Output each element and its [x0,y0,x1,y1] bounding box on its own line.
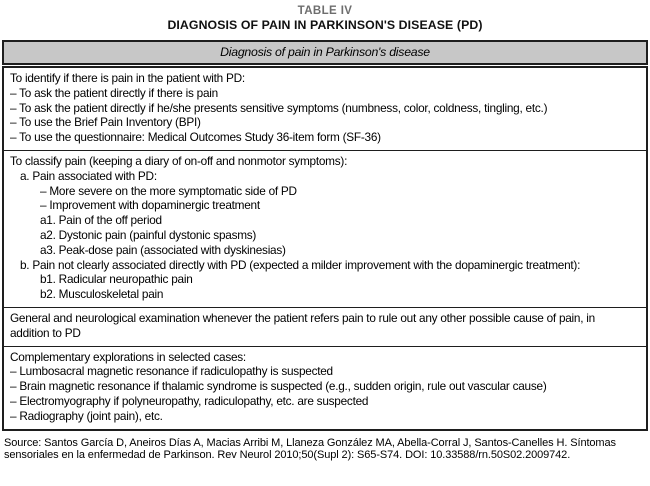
table-body [2,66,648,431]
section-classify-pain [4,151,646,308]
table [2,40,648,431]
table-line: – Electromyography if polyneuropathy, radiculopathy, etc. are suspected [10,393,369,408]
table-line: General and neurological examination whenever the patient refers pain to rule out any other possible cause of pain, in addition to PD [10,310,595,340]
section-identify-pain [4,68,646,151]
table-line: – Radiography (joint pain), etc. [10,408,163,423]
table-line: Complementary explorations in selected cases: [10,349,246,364]
section-examination [4,308,646,347]
table-line: – To ask the patient directly if there is pain [10,85,218,100]
table-line: – To ask the patient directly if he/she presents sensitive symptoms (numbness, color, coldness, tingling, etc.) [10,100,548,115]
table-caption [0,4,650,33]
table-line: To identify if there is pain in the patient with PD: [10,71,245,85]
table-line: – Improvement with dopaminergic treatment [40,198,260,213]
table-line: a3. Peak-dose pain (associated with dyskinesias) [40,242,286,257]
table-line: – Brain magnetic resonance if thalamic syndrome is suspected (e.g., sudden origin, rule out vascular cause) [10,379,547,394]
table-line: – To use the Brief Pain Inventory (BPI) [10,115,201,130]
table-line: – Lumbosacral magnetic resonance if radiculopathy is suspected [10,364,333,379]
table-line: a1. Pain of the off period [40,213,162,228]
document-page [0,4,650,486]
table-line: a. Pain associated with PD: [20,168,157,183]
section-complementary-explorations [4,347,646,429]
table-header-row: Diagnosis of pain in Parkinson's disease [2,40,648,65]
table-title: DIAGNOSIS OF PAIN IN PARKINSON'S DISEASE (PD) [167,18,483,32]
table-line: To classify pain (keeping a diary of on-off and nonmotor symptoms): [10,153,348,168]
table-line: – More severe on the more symptomatic side of PD [40,183,297,198]
table-line: b. Pain not clearly associated directly with PD (expected a milder improvement with the dopaminergic treatment): [20,257,581,272]
table-line: b1. Radicular neuropathic pain [40,272,193,287]
table-line: b2. Musculoskeletal pain [40,287,164,302]
source-citation: Source: Santos García D, Aneiros Días A, Macias Arribi M, Llaneza González MA, Abella-Corral J, Santos-Canelles H. Síntomas sensoriales en la enfermedad de Parkinson. Rev Neurol 2010;50(Supl 2): S65-S74. DOI: 10.33588/rn.50S02.2009742. [4,436,616,462]
table-label: TABLE IV [297,5,353,17]
table-line: a2. Dystonic pain (painful dystonic spasms) [40,227,257,242]
table-line: – To use the questionnaire: Medical Outcomes Study 36-item form (SF-36) [10,130,381,145]
